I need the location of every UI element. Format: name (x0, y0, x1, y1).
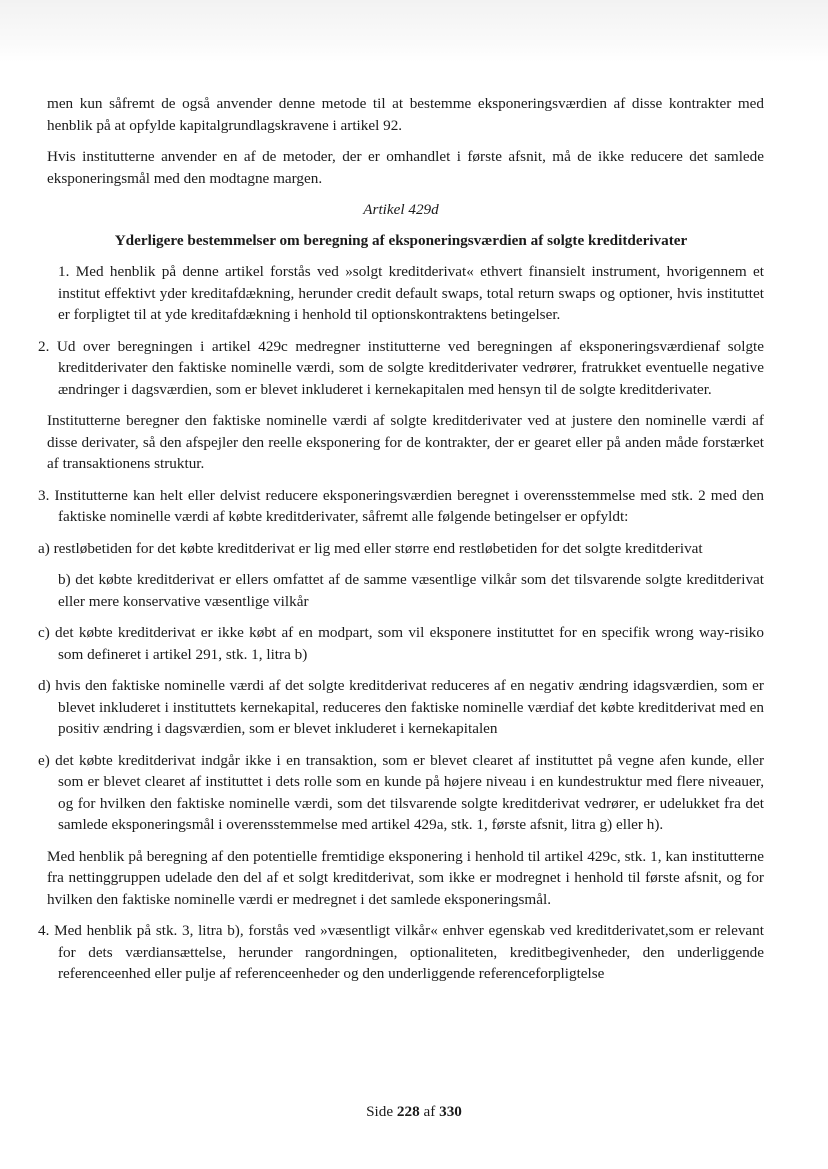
paragraph-margin-rule: Hvis institutterne anvender en af de metoder, der er omhandlet i første afsnit, må de ikke reducere det samlede eksponeringsmål med den modtagne margen. (47, 148, 764, 187)
article-heading: Yderligere bestemmelser om beregning af eksponeringsværdien af solgte kreditderivater (114, 231, 688, 249)
footer-total-pages: 330 (439, 1103, 462, 1120)
footer-middle: af (423, 1103, 436, 1120)
article-title: Artikel 429d (363, 201, 439, 218)
condition-e: e) det købte kreditderivat indgår ikke i en transaktion, som er blevet clearet af instituttet på vegne afen kunde, eller som er blevet clearet af instituttet i dets rolle som en kunde på højere niveau i en kundestruktur med flere niveauer, og for hvilken den faktiske nominelle værdi, som det tilsvarende solgte kreditderivat vedrører, er udelukket fra det samlede eksponeringsmål i overensstemmelse med artikel 429a, stk. 1, første afsnit, litra g) eller h). (38, 751, 764, 833)
condition-c: c) det købte kreditderivat er ikke købt af en modpart, som vil eksponere instituttet for en specifik wrong way-risiko som defineret i artikel 291, stk. 1, litra b) (38, 624, 764, 663)
footer-prefix: Side (366, 1103, 394, 1120)
page-footer (0, 1103, 828, 1121)
condition-a: a) restløbetiden for det købte kreditderivat er lig med eller større end restløbetiden for det solgte kreditderivat (38, 539, 703, 557)
section-2-continuation: Institutterne beregner den faktiske nominelle værdi af solgte kreditderivater ved at justere den nominelle værdi af disse derivater, så den afspejler den reelle eksponering for de kontrakter, der er gearet eller på anden måde forstærket af transaktionens struktur. (47, 412, 764, 472)
paragraph-continuation: men kun såfremt de også anvender denne metode til at bestemme eksponeringsværdien af disse kontrakter med henblik på at opfylde kapitalgrundlagskravene i artikel 92. (47, 95, 764, 134)
section-3: 3. Institutterne kan helt eller delvist reducere eksponeringsværdien beregnet i overensstemmelse med stk. 2 med den faktiske nominelle værdi af købte kreditderivater, såfremt alle følgende betingelser er opfyldt: (38, 486, 764, 525)
section-1: 1. Med henblik på denne artikel forstås ved »solgt kreditderivat« ethvert finansielt instrument, hvorigennem et institut effektivt yder kreditafdækning, herunder credit default swaps, total return swaps og optioner, hvis instituttet er forpligtet til at yde kreditafdækning i henhold til optionskontraktens betingelser. (58, 263, 764, 323)
section-3-continuation: Med henblik på beregning af den potentielle fremtidige eksponering i henhold til artikel 429c, stk. 1, kan institutterne fra nettinggruppen udelade den del af et solgt kreditderivat, som ikke er modregnet i henhold til første afsnit, og for hvilken den faktiske nominelle værdi er medregnet i det samlede eksponeringsmål. (47, 847, 764, 908)
section-4: 4. Med henblik på stk. 3, litra b), forstås ved »væsentligt vilkår« enhver egenskab ved kreditderivatet,som er relevant for dets værdiansættelse, herunder rangordningen, optionaliteten, kreditbegivenheder, den underliggende referenceenhed eller pulje af referenceenheder og den underliggende referenceforpligtelse (38, 922, 764, 982)
scan-top-shadow (0, 0, 828, 62)
section-2: 2. Ud over beregningen i artikel 429c medregner institutterne ved beregningen af eksponeringsværdienaf solgte kreditderivater den faktiske nominelle værdi, som de solgte kreditderivater vedrører, fratrukket eventuelle negative ændringer i dagsværdien, som er blevet inkluderet i kernekapitalen med hensyn til de solgte kreditderivater. (38, 337, 764, 398)
page-body (38, 93, 764, 995)
condition-b: b) det købte kreditderivat er ellers omfattet af de samme væsentlige vilkår som det tilsvarende solgte kreditderivat eller mere konservative væsentlige vilkår (58, 571, 764, 610)
footer-page-number: 228 (396, 1103, 420, 1120)
condition-d: d) hvis den faktiske nominelle værdi af det solgte kreditderivat reduceres af en negativ ændring idagsværdien, som er blevet inkluderet i instituttets kernekapital, reduceres den faktiske nominelle værdiaf det købte kreditderivat med en positiv ændring i dagsværdien, som er blevet inkluderet i kernekapitalen (38, 677, 764, 737)
